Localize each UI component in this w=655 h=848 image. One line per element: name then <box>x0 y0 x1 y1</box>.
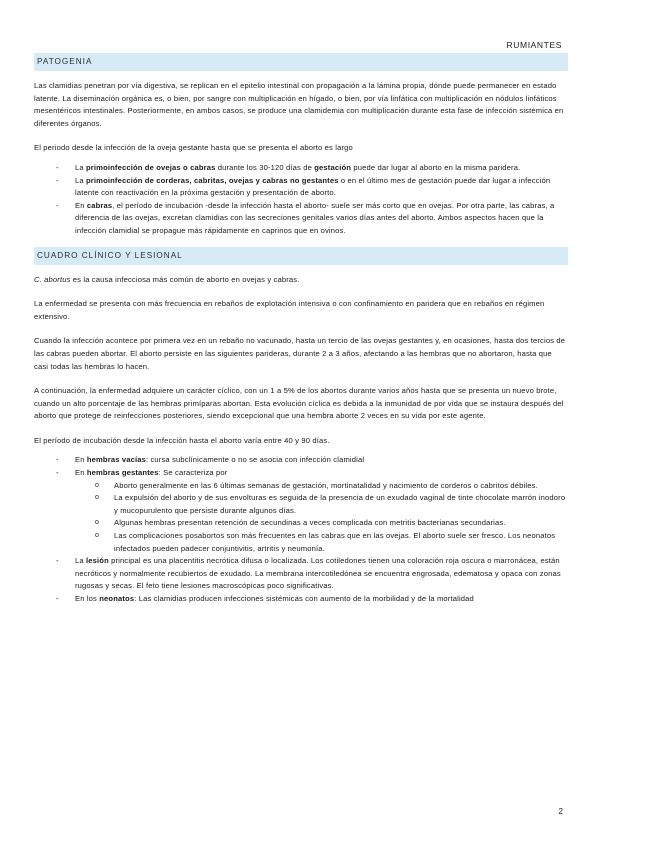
page-number: 2 <box>558 807 563 816</box>
paragraph: La enfermedad se presenta con más frecuencia en rebaños de explotación intensiva o con confinamiento en paridera que en rebaños en régimen extensivo. <box>34 299 545 321</box>
section-heading-cuadro-clinico: CUADRO CLÍNICO Y LESIONAL <box>34 247 568 265</box>
list-item: - En los neonatos: Las clamidias producen infecciones sistémicas con aumento de la morbilidad y de la mortalidad <box>34 593 568 606</box>
bullet-list <box>34 162 568 238</box>
paragraph: El período de incubación desde la infección hasta el aborto varía entre 40 y 90 días. <box>34 435 330 445</box>
document-body <box>34 53 568 606</box>
running-header: RUMIANTES <box>506 40 562 50</box>
sub-list <box>75 480 568 556</box>
section-heading-patogenia: PATOGENIA <box>34 53 568 71</box>
paragraph: A continuación, la enfermedad adquiere un carácter cíclico, con un 1 a 5% de los abortos durante varios años hasta que se presenta un nuevo brote, cuando un alto porcentaje de las hembras primíparas abortan. Esta evolución cíclica es debida a la inmunidad de por vida que se instaura después del aborto que protege de reinfecciones posteriores, siendo excepcional que una hembra aborte 2 veces en su vida por este agente. <box>34 386 564 421</box>
list-item: - En hembras vacías: cursa subclínicamente o no se asocia con infección clamidial <box>34 454 568 467</box>
list-item: - La primoinfección de corderas, cabritas, ovejas y cabras no gestantes o en el último mes de gestación puede dar lugar a infección latente con reactivación en la próxima gestación y presentación de aborto. <box>34 175 568 200</box>
paragraph: El periodo desde la infección de la oveja gestante hasta que se presenta el aborto es largo <box>34 143 353 153</box>
list-item: - En hembras gestantes: Se caracteriza por o Aborto generalmente en las 6 últimas semanas de gestación, mortinatalidad y nacimiento de corderos o cabritos débiles. o La expulsión del aborto y de sus envolturas es seguida de la presencia de un exudado vaginal de tinte chocolate marrón inodoro y mucopurulento que persiste durante algunos días. o Algunas hembras presentan retención de secundinas a veces complicada con metritis bacterianas secundarias. o Las complicaciones posabortos son más frecuentes en las cabras que en las ovejas. El aborto suele ser fresco. Los neonatos infectados pueden padecer conjuntivitis, artritis y neumonía. <box>34 467 568 555</box>
list-item: - En cabras, el período de incubación -desde la infección hasta el aborto- suele ser más corto que en ovejas. Por otra parte, las cabras, a diferencia de las ovejas, excretan clamidias con las secreciones genitales varios días antes del aborto. Ambos aspectos hacen que la infección clamidial se propague más rápidamente en caprinos que en ovinos. <box>34 200 568 238</box>
list-item: - La primoinfección de ovejas o cabras durante los 30-120 días de gestación puede dar lugar al aborto en la misma paridera. <box>34 162 568 175</box>
sub-list-item: o Aborto generalmente en las 6 últimas semanas de gestación, mortinatalidad y nacimiento de corderos o cabritos débiles. <box>75 480 568 493</box>
paragraph: C. abortus es la causa infecciosa más común de aborto en ovejas y cabras. <box>34 274 300 284</box>
list-item: - La lesión principal es una placentitis necrótica difusa o localizada. Los cotiledones tienen una coloración roja oscura o marronácea, están necróticos y normalmente recubiertos de exudado. La membrana intercotiledónea se encuentra engrosada, edematosa y opaca con zonas rugosas y secas. El feto tiene lesiones macroscópicas poco significativas. <box>34 555 568 593</box>
sub-list-item: o Algunas hembras presentan retención de secundinas a veces complicada con metritis bacterianas secundarias. <box>75 517 568 530</box>
paragraph: Cuando la infección acontece por primera vez en un rebaño no vacunado, hasta un tercio de las ovejas gestantes y, en ocasiones, hasta dos tercios de las cabras pueden abortar. El aborto persiste en las siguientes parideras, durante 2 a 3 años, afectando a las hembras que no abortaron, hasta que casi todas las hembras lo hacen. <box>34 336 566 371</box>
bullet-list <box>34 454 568 605</box>
sub-list-item: o La expulsión del aborto y de sus envolturas es seguida de la presencia de un exudado vaginal de tinte chocolate marrón inodoro y mucopurulento que persiste durante algunos días. <box>75 492 568 517</box>
sub-list-item: o Las complicaciones posabortos son más frecuentes en las cabras que en las ovejas. El aborto suele ser fresco. Los neonatos infectados pueden padecer conjuntivitis, artritis y neumonía. <box>75 530 568 555</box>
paragraph: Las clamidias penetran por vía digestiva, se replican en el epitelio intestinal con propagación a la lámina propia, dónde puede permanecer en estado latente. La diseminación orgánica es, o bien, por sangre con multiplicación en hígado, o bien, por vía linfática con multiplicación en nódulos linfáticos mesentéricos intestinales. Posteriormente, en ambos casos, se produce una clamidemia con multiplicación durante esta fase de infección sistémica en diferentes órganos. <box>34 81 564 128</box>
